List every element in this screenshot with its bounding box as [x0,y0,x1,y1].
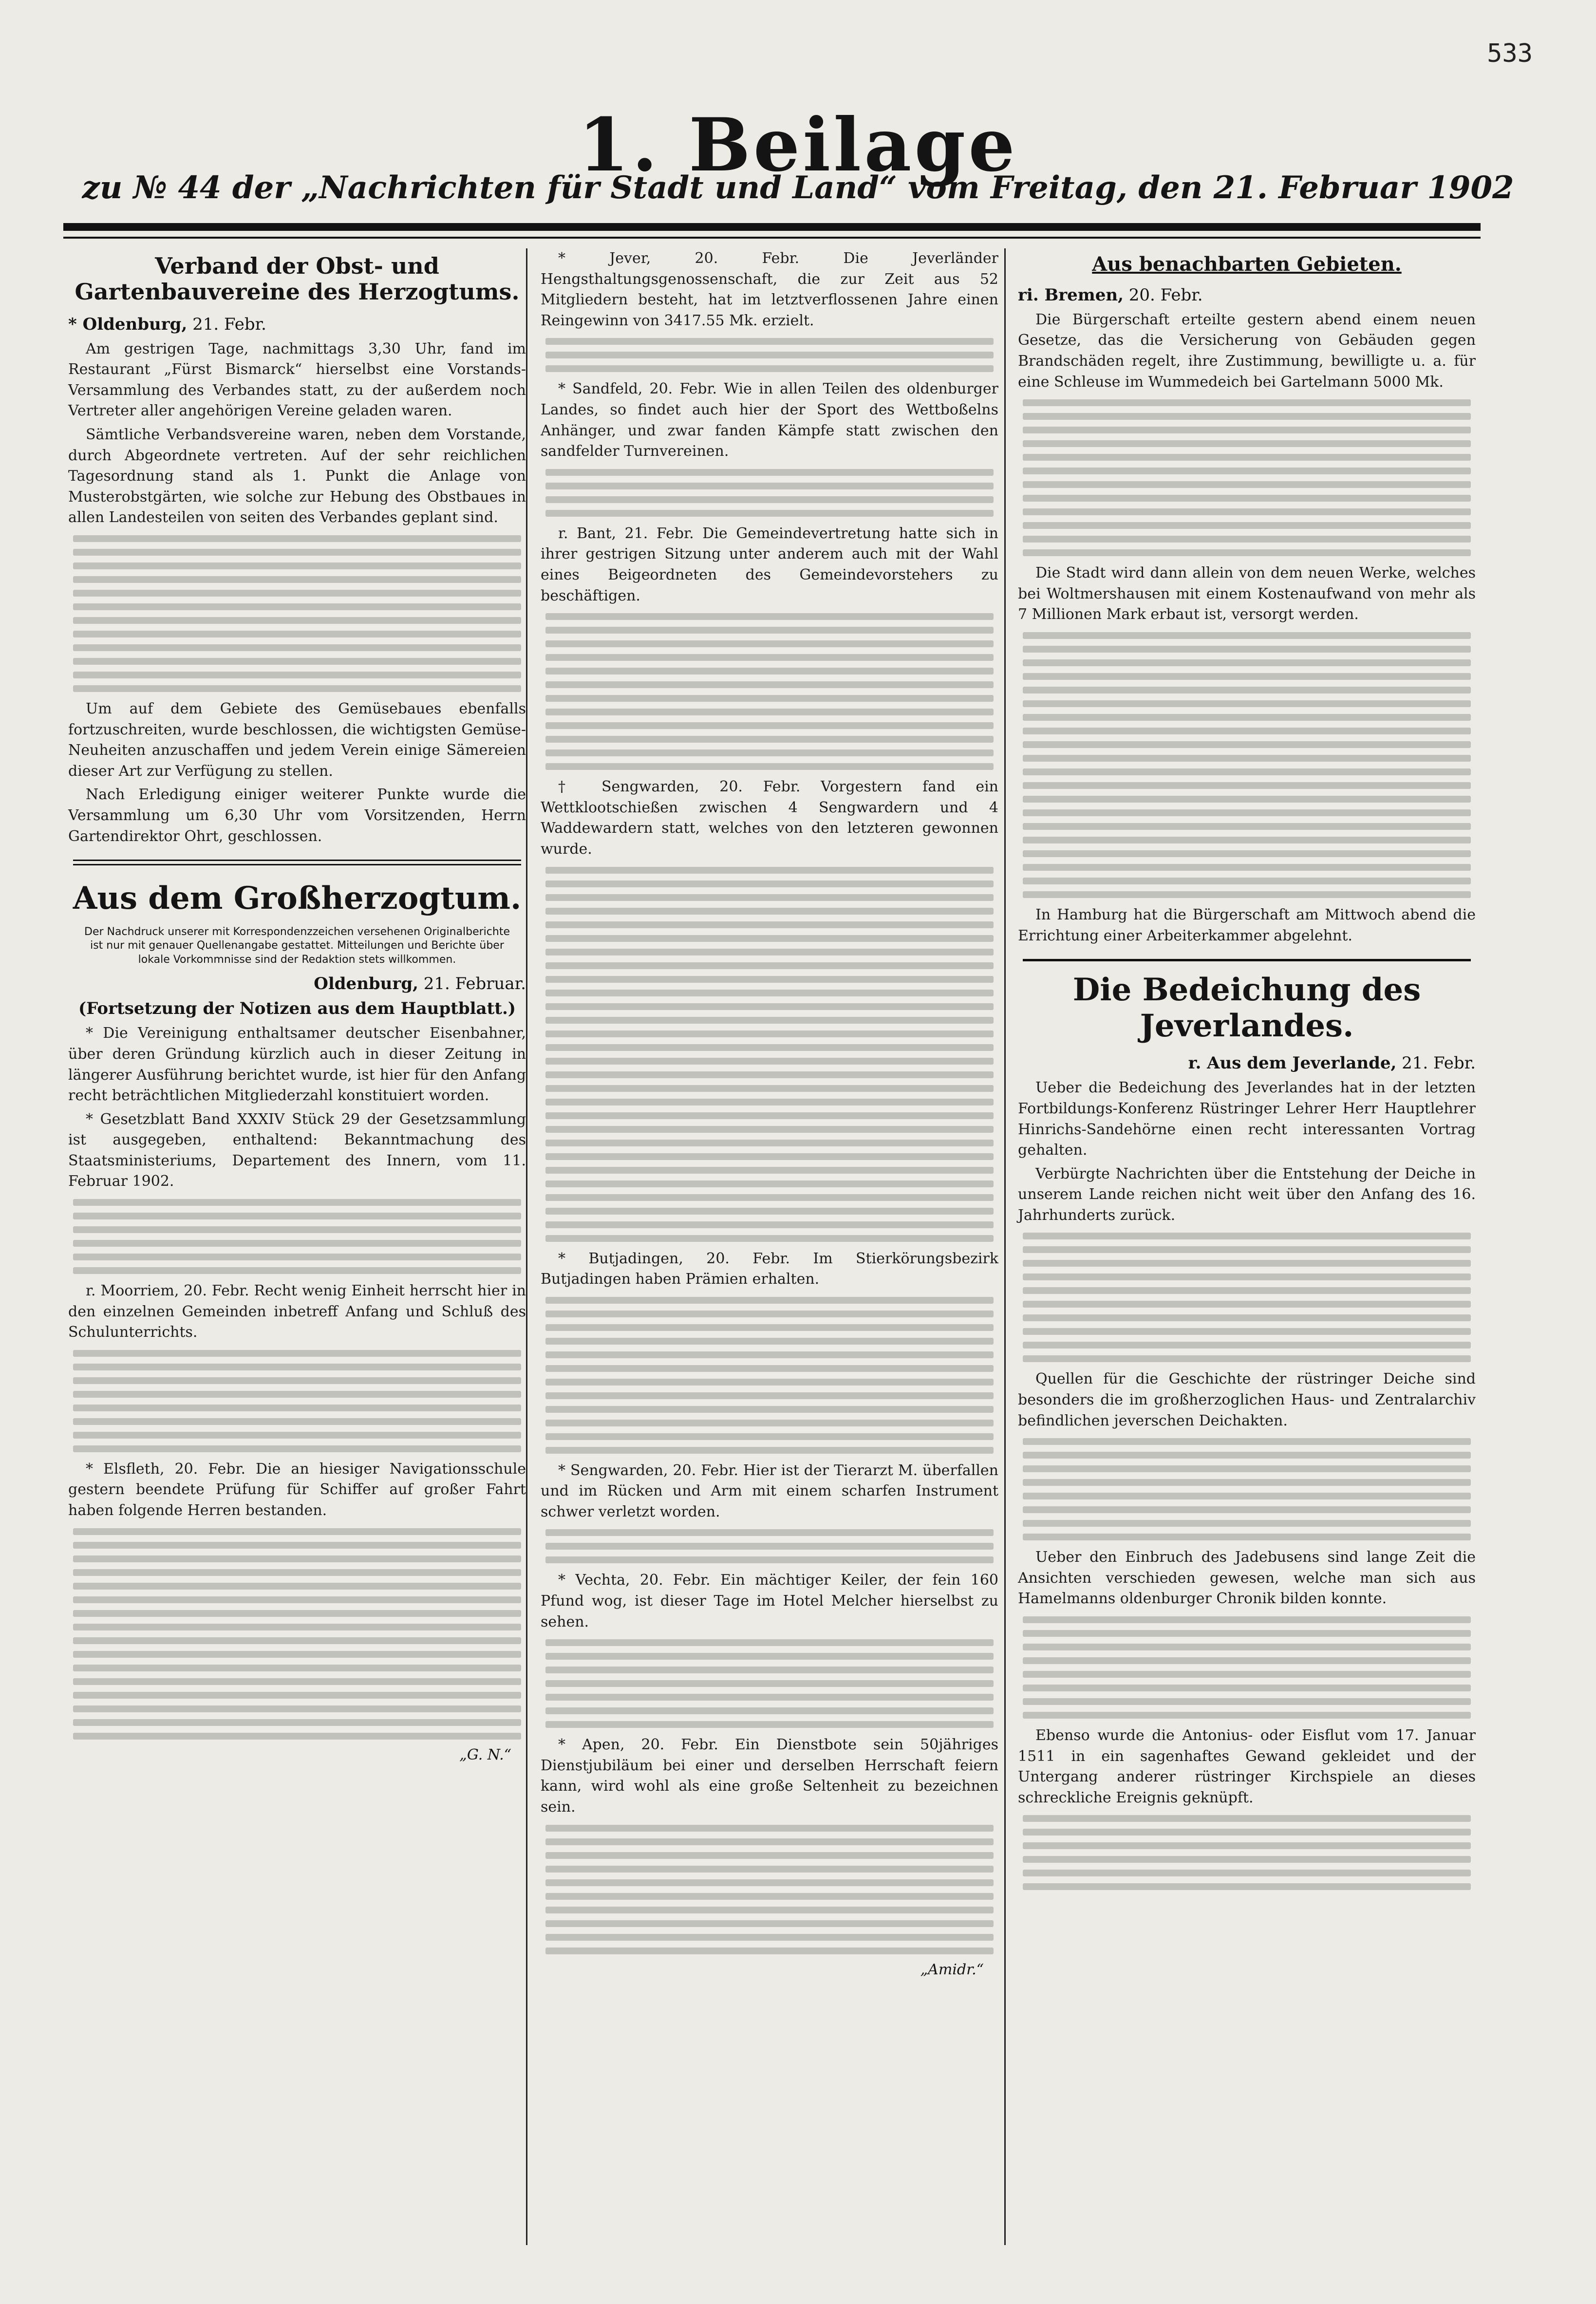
text-block [73,1199,521,1274]
dateline [1018,1052,1476,1075]
column-right [1013,248,1481,2245]
paragraph: * Elsfleth, 20. Febr. Die an hiesiger Navigationsschule gestern beendete Prüfung für Schiffer auf großer Fahrt haben folgende Herren bestanden. [68,1460,526,1519]
text-block [545,338,994,372]
masthead-rule-thick [63,223,1481,231]
article-signature: „Amidr.“ [920,1961,984,1978]
text-block [545,469,994,517]
section-divider [73,860,521,861]
dateline [68,973,526,995]
text-block [1023,399,1471,556]
article-body [68,339,526,847]
masthead-rule-thin [63,237,1481,239]
paragraph: Verbürgte Nachrichten über die Entstehung der Deiche in unserem Lande reichen nicht weit über den Anfang des 16. Jahrhunderts zurück. [1018,1165,1476,1224]
text-block [1023,632,1471,898]
paragraph: Nach Erledigung einiger weiterer Punkte wurde die Versammlung um 6,30 Uhr vom Vorsitzenden, Herrn Gartendirektor Ohrt, geschlossen. [68,786,526,845]
text-block [1023,1233,1471,1362]
page-number: 533 [1487,39,1533,68]
paragraph: * Apen, 20. Febr. Ein Dienstbote sein 50jähriges Dienstjubiläum bei einer und derselben Herrschaft feiern kann, wird wohl als eine große Seltenheit zu bezeichnen sein. [541,1736,998,1816]
column-left [63,248,531,2245]
dateline-date: 20. Febr. [1128,285,1203,305]
dateline-date: 21. Februar. [423,974,526,993]
dateline [1018,284,1476,307]
text-block [73,1528,521,1740]
paragraph: * Sandfeld, 20. Febr. Wie in allen Teilen des oldenburger Landes, so findet auch hier der Sport des Wettboßelns Anhänger, und zwar fanden Kämpfe statt zwischen den sandfelder Turnvereinen. [541,380,998,460]
text-block [545,1529,994,1563]
dateline-place: Oldenburg, [314,974,418,993]
paragraph: Ueber die Bedeichung des Jeverlandes hat in der letzten Fortbildungs-Konferenz Rüstringer Lehrer Herr Hauptlehrer Hinrichs-Sandehörne einen recht interessanten Vortrag gehalten. [1018,1079,1476,1159]
text-block [545,1297,994,1454]
text-block [545,1639,994,1728]
masthead-subtitle: zu № 44 der „Nachrichten für Stadt und Land“ vom Freitag, den 21. Februar 1902 [82,169,1514,206]
paragraph: r. Moorriem, 20. Febr. Recht wenig Einheit herrscht hier in den einzelnen Gemeinden inbetreff Anfang und Schluß des Schulunterrichts. [68,1282,526,1341]
paragraph: Die Stadt wird dann allein von dem neuen Werke, welches bei Woltmershausen mit einem Kostenaufwand von mehr als 7 Millionen Mark erbaut ist, versorgt werden. [1018,564,1476,623]
text-block [1023,1438,1471,1540]
section-heading-bedeichung: Die Bedeichung des Jeverlandes. [1072,972,1421,1044]
section-divider [1023,959,1471,961]
text-block [545,867,994,1242]
paragraph: † Sengwarden, 20. Febr. Vorgestern fand ein Wettklootschießen zwischen 4 Sengwardern und 4 Waddewardern statt, welches von den letzteren gewonnen wurde. [541,778,998,858]
paragraph: r. Bant, 21. Febr. Die Gemeindevertretung hatte sich in ihrer gestrigen Sitzung unter anderem auch mit der Wahl eines Beigeordneten des Gemeindevorstehers zu beschäftigen. [541,524,998,604]
paragraph: Ebenso wurde die Antonius- oder Eisflut vom 17. Januar 1511 in ein sagenhaftes Gewand gekleidet und der Untergang anderer rüstringer Kirchspiele an dieses schreckliche Ereignis geknüpft. [1018,1727,1476,1806]
paragraph: Die Bürgerschaft erteilte gestern abend einem neuen Gesetze, das die Versicherung von Gebäuden gegen Brandschäden regelt, ihre Zustimmung, bewilligte u. a. für eine Schleuse im Wummedeich bei Gartelmann 5000 Mk. [1018,311,1476,391]
dateline-place: r. Aus dem Jeverlande, [1188,1053,1397,1073]
section-heading-grossherzogtum: Aus dem Großherzogtum. [73,880,522,917]
text-block [1023,1815,1471,1890]
dateline-date: 21. Febr. [192,314,266,334]
paragraph: Um auf dem Gebiete des Gemüsebaues ebenfalls fortzuschreiten, wurde beschlossen, die wichtigsten Gemüse-Neuheiten anzuschaffen und jedem Verein einige Sämereien dieser Art zur Verfügung zu stellen. [68,700,526,780]
dateline-date: 21. Febr. [1402,1053,1476,1073]
paragraph: * Jever, 20. Febr. Die Jeverländer Hengsthaltungsgenossenschaft, die zur Zeit aus 52 Mitgliedern besteht, hat im letztverflossenen Jahre einen Reingewinn von 3417.55 Mk. erzielt. [541,250,998,329]
paragraph: In Hamburg hat die Bürgerschaft am Mittwoch abend die Errichtung einer Arbeiterkammer abgelehnt. [1018,906,1476,944]
section-heading-nachbargebiete: Aus benachbarten Gebieten. [1092,253,1402,276]
masthead-title: 1. Beilage [578,102,1018,188]
paragraph: Am gestrigen Tage, nachmittags 3,30 Uhr, fand im Restaurant „Fürst Bismarck“ hierselbst eine Vorstands-Versammlung des Verbandes statt, zu der außerdem noch Vertreter aller angehörigen Vereine geladen waren. [68,340,526,420]
text-block [73,535,521,692]
text-block [545,613,994,770]
paragraph: Ueber den Einbruch des Jadebusens sind lange Zeit die Ansichten verschieden gewesen, welche man sich aus Hamelmanns oldenburger Chronik bilden konnte. [1018,1549,1476,1608]
paragraph: * Gesetzblatt Band XXXIV Stück 29 der Gesetzsammlung ist ausgegeben, enthaltend: Bekanntmachung des Staatsministeriums, Departement des Innern, vom 11. Februar 1902. [68,1110,526,1190]
article-body [1018,310,1476,946]
paragraph: Sämtliche Verbandsvereine waren, neben dem Vorstande, durch Abgeordnete vertreten. Auf der sehr reichlichen Tagesordnung stand als 1. Punkt die Anlage von Musterobstgärten, wie solche zur Hebung des Obstbaues in allen Landesteilen von seiten des Verbandes geplant sind. [68,426,526,526]
article-body [541,248,998,1954]
article-body [68,1023,526,1739]
article-body [1018,1078,1476,1890]
text-block [1023,1616,1471,1719]
continuation-note: (Fortsetzung der Notizen aus dem Hauptblatt.) [78,999,516,1019]
text-block [73,1350,521,1452]
column-middle [536,248,1003,2245]
reprint-note: Der Nachdruck unserer mit Korrespondenzzeichen versehenen Originalberichte ist nur mit genauer Quellenangabe gestattet. Mitteilungen und Berichte über lokale Vorkommnisse sind der Redaktion stets willkommen. [84,925,510,966]
paragraph: * Die Vereinigung enthaltsamer deutscher Eisenbahner, über deren Gründung kürzlich auch in dieser Zeitung in längerer Ausführung berichtet wurde, ist hier für den Anfang recht beträchtlichen Mitgliederzahl konstituiert worden. [68,1025,526,1105]
section-heading-verband: Verband der Obst- und Gartenbauvereine des Herzogtums. [75,253,520,305]
paragraph: Quellen für die Geschichte der rüstringer Deiche sind besonders die im großherzoglichen Haus- und Zentralarchiv befindlichen jeverschen Deichakten. [1018,1370,1476,1429]
paragraph: * Vechta, 20. Febr. Ein mächtiger Keiler, der fein 160 Pfund wog, ist dieser Tage im Hotel Melcher hierselbst zu sehen. [541,1572,998,1630]
article-signature: „G. N.“ [459,1746,511,1763]
paragraph: * Sengwarden, 20. Febr. Hier ist der Tierarzt M. überfallen und im Rücken und Arm mit einem scharfen Instrument schwer verletzt worden. [541,1461,998,1520]
paragraph: * Butjadingen, 20. Febr. Im Stierkörungsbezirk Butjadingen haben Prämien erhalten. [541,1250,998,1288]
dateline-place: * Oldenburg, [68,314,188,334]
dateline-place: ri. Bremen, [1018,285,1124,305]
column-separator [1004,248,1006,2245]
dateline [68,314,526,336]
text-block [545,1825,994,1954]
